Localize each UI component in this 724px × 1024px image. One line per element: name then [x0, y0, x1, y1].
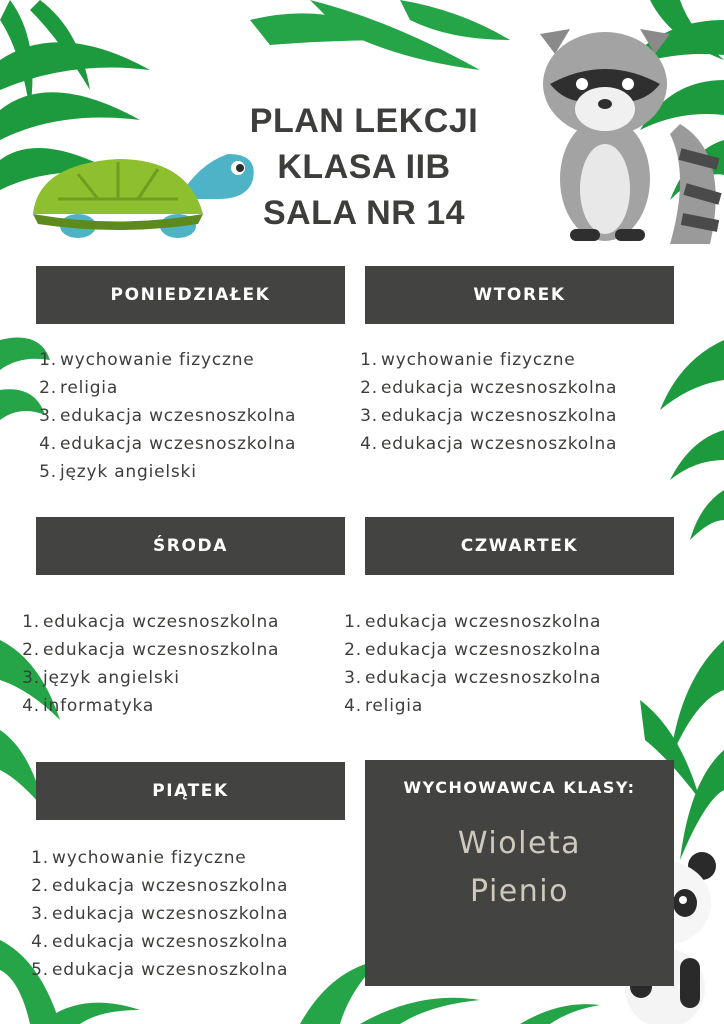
- lesson-item: [27, 844, 288, 872]
- teacher-first-name: Wioleta: [457, 826, 582, 861]
- lesson-item: [35, 346, 296, 374]
- lesson-subject: język angielski: [43, 668, 180, 688]
- title-line-1: PLAN LEKCJI: [249, 102, 479, 140]
- lesson-subject: edukacja wczesnoszkolna: [52, 932, 289, 952]
- lesson-number: 3.: [39, 406, 57, 426]
- lesson-number: 3.: [344, 668, 362, 688]
- lesson-item: [356, 346, 617, 374]
- teacher-box: [365, 760, 674, 986]
- lesson-item: [18, 608, 279, 636]
- lesson-subject: edukacja wczesnoszkolna: [381, 378, 618, 398]
- lesson-subject: edukacja wczesnoszkolna: [365, 612, 602, 632]
- lesson-subject: edukacja wczesnoszkolna: [43, 640, 280, 660]
- lesson-number: 2.: [22, 640, 40, 660]
- lesson-item: [35, 374, 296, 402]
- leaf-decoration-right-middle: [650, 340, 724, 540]
- lesson-item: [340, 636, 601, 664]
- title-line-2: KLASA IIB: [277, 148, 451, 186]
- lesson-list-monday: [35, 346, 296, 486]
- lesson-subject: edukacja wczesnoszkolna: [52, 960, 289, 980]
- lesson-item: [18, 664, 279, 692]
- lesson-list-friday: [27, 844, 288, 984]
- lesson-list-wednesday: [18, 608, 279, 720]
- lesson-number: 3.: [22, 668, 40, 688]
- lesson-item: [27, 872, 288, 900]
- lesson-number: 4.: [360, 434, 378, 454]
- lesson-subject: religia: [60, 378, 119, 398]
- title-line-3: SALA NR 14: [262, 194, 466, 232]
- lesson-item: [27, 900, 288, 928]
- lesson-item: [27, 928, 288, 956]
- day-header-friday: PIĄTEK: [36, 762, 345, 820]
- lesson-item: [35, 458, 296, 486]
- lesson-number: 5.: [31, 960, 49, 980]
- lesson-subject: edukacja wczesnoszkolna: [60, 434, 297, 454]
- lesson-subject: edukacja wczesnoszkolna: [365, 640, 602, 660]
- lesson-item: [35, 430, 296, 458]
- day-header-monday: PONIEDZIAŁEK: [36, 266, 345, 324]
- lesson-subject: wychowanie fizyczne: [52, 848, 247, 868]
- lesson-item: [18, 692, 279, 720]
- lesson-number: 1.: [22, 612, 40, 632]
- teacher-label: WYCHOWAWCA KLASY:: [403, 778, 636, 797]
- lesson-item: [340, 664, 601, 692]
- leaf-decoration-top-center: [250, 0, 510, 90]
- lesson-list-tuesday: [356, 346, 617, 458]
- lesson-subject: edukacja wczesnoszkolna: [381, 434, 618, 454]
- lesson-number: 2.: [360, 378, 378, 398]
- lesson-number: 1.: [39, 350, 57, 370]
- lesson-subject: edukacja wczesnoszkolna: [365, 668, 602, 688]
- lesson-subject: religia: [365, 696, 424, 716]
- lesson-item: [356, 402, 617, 430]
- day-header-tuesday: WTOREK: [365, 266, 674, 324]
- lesson-item: [18, 636, 279, 664]
- lesson-number: 1.: [344, 612, 362, 632]
- lesson-item: [340, 608, 601, 636]
- raccoon-illustration: [530, 14, 724, 244]
- lesson-number: 2.: [39, 378, 57, 398]
- lesson-number: 3.: [31, 904, 49, 924]
- lesson-subject: informatyka: [43, 696, 155, 716]
- day-header-wednesday: ŚRODA: [36, 517, 345, 575]
- lesson-number: 1.: [360, 350, 378, 370]
- lesson-subject: wychowanie fizyczne: [60, 350, 255, 370]
- lesson-subject: edukacja wczesnoszkolna: [60, 406, 297, 426]
- lesson-item: [340, 692, 601, 720]
- lesson-subject: edukacja wczesnoszkolna: [43, 612, 280, 632]
- lesson-number: 1.: [31, 848, 49, 868]
- lesson-number: 2.: [31, 876, 49, 896]
- lesson-subject: edukacja wczesnoszkolna: [52, 904, 289, 924]
- lesson-item: [27, 956, 288, 984]
- teacher-last-name: Pienio: [470, 874, 569, 909]
- lesson-item: [35, 402, 296, 430]
- lesson-number: 2.: [344, 640, 362, 660]
- day-header-thursday: CZWARTEK: [365, 517, 674, 575]
- page-title: [214, 98, 514, 236]
- lesson-number: 4.: [22, 696, 40, 716]
- lesson-subject: wychowanie fizyczne: [381, 350, 576, 370]
- lesson-item: [356, 430, 617, 458]
- lesson-item: [356, 374, 617, 402]
- lesson-subject: edukacja wczesnoszkolna: [381, 406, 618, 426]
- lesson-subject: język angielski: [60, 462, 197, 482]
- lesson-number: 5.: [39, 462, 57, 482]
- lesson-number: 3.: [360, 406, 378, 426]
- lesson-number: 4.: [344, 696, 362, 716]
- lesson-number: 4.: [39, 434, 57, 454]
- lesson-number: 4.: [31, 932, 49, 952]
- lesson-subject: edukacja wczesnoszkolna: [52, 876, 289, 896]
- lesson-list-thursday: [340, 608, 601, 720]
